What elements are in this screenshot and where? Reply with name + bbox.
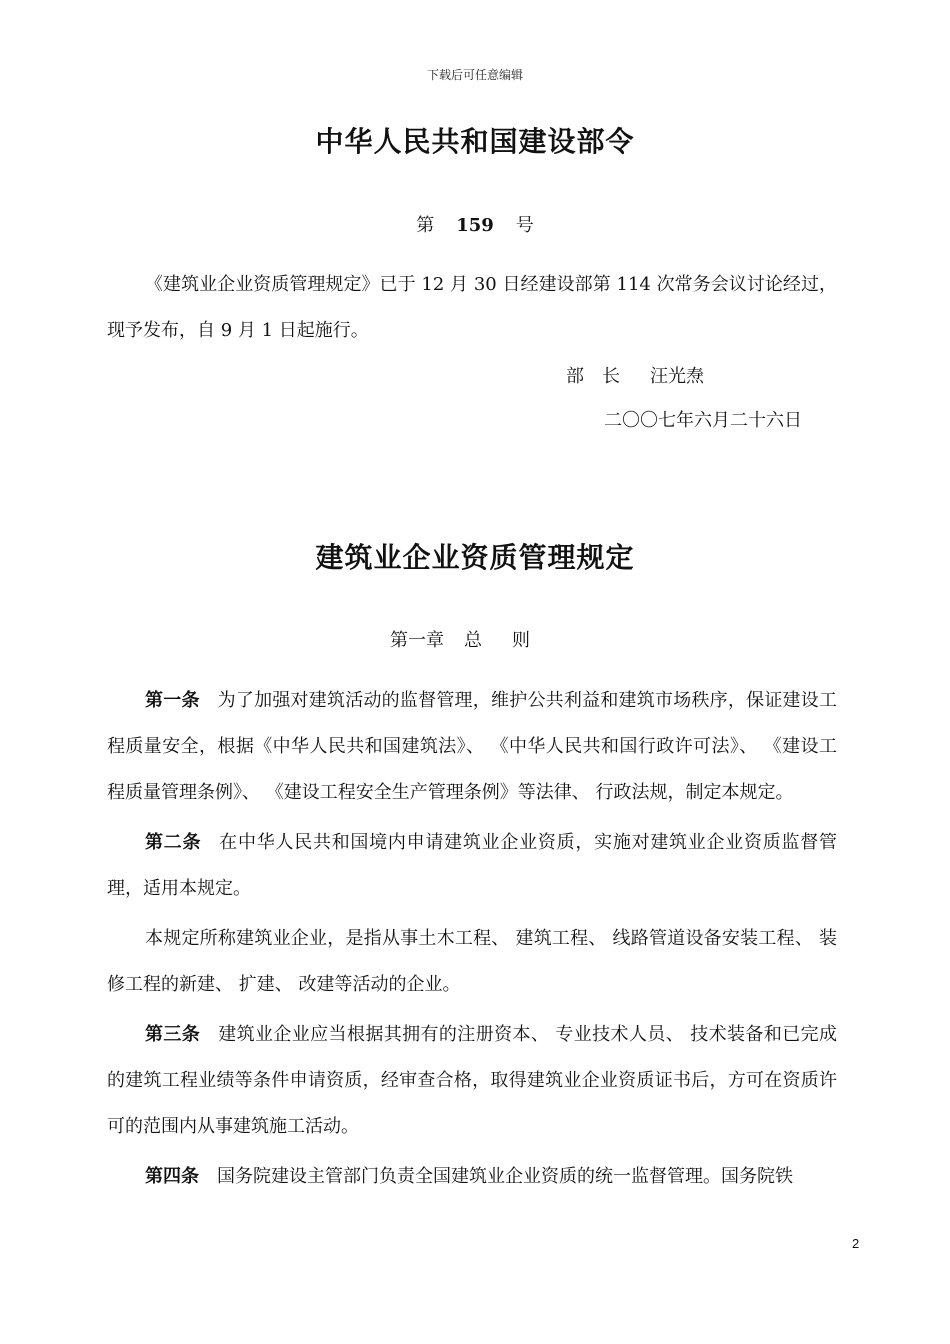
article-paragraph xyxy=(107,820,837,912)
order-date: 二〇〇七年六月二十六日 xyxy=(604,410,802,431)
chapter-label: 第一章 xyxy=(390,630,444,651)
article-paragraph xyxy=(107,916,837,1008)
regulation-title: 建筑业企业资质管理规定 xyxy=(315,541,635,574)
article-paragraph xyxy=(107,1012,837,1150)
page-number: 2 xyxy=(852,1236,860,1251)
minister-signature xyxy=(566,362,704,388)
article-number: 第四条 xyxy=(145,1166,199,1187)
announcement-text: 《建筑业企业资质管理规定》已于 12 月 30 日经建设部第 114 次常务会议讨论经过，现予发布，自 9 月 1 日起施行。 xyxy=(107,274,837,341)
order-title: 中华人民共和国建设部令 xyxy=(315,125,635,158)
article-text: 在中华人民共和国境内申请建筑业企业资质，实施对建筑业企业资质监督管理，适用本规定。 xyxy=(107,832,838,899)
article-text: 为了加强对建筑活动的监督管理，维护公共利益和建筑市场秩序，保证建设工程质量安全，根据《中华人民共和国建筑法》、 《中华人民共和国行政许可法》、 《建设工程质量管理条例》、 《建设工程安全生产管理条例》等法律、 行政法规，制定本规定。 xyxy=(107,690,838,803)
minister-name: 汪光焘 xyxy=(650,366,704,387)
order-number xyxy=(0,211,950,237)
order-number-suffix: 号 xyxy=(515,215,534,236)
article-paragraph xyxy=(107,678,837,816)
announcement xyxy=(107,262,837,354)
article-number: 第三条 xyxy=(145,1024,201,1045)
chapter-heading xyxy=(0,626,950,652)
minister-role: 部长 xyxy=(566,366,638,387)
article-text: 国务院建设主管部门负责全国建筑业企业资质的统一监督管理。国务院铁 xyxy=(217,1166,793,1187)
articles xyxy=(107,678,837,1204)
header-note: 下载后可任意编辑 xyxy=(426,68,523,82)
article-number: 第二条 xyxy=(145,832,202,853)
article-paragraph xyxy=(107,1154,837,1200)
article-text: 本规定所称建筑业企业，是指从事土木工程、 建筑工程、 线路管道设备安装工程、 装修工程的新建、 扩建、 改建等活动的企业。 xyxy=(107,928,837,995)
article-text: 建筑业企业应当根据其拥有的注册资本、 专业技术人员、 技术装备和已完成的建筑工程业绩等条件申请资质，经审查合格，取得建筑业企业资质证书后，方可在资质许可的范围内从事建筑施工活动。 xyxy=(107,1024,837,1137)
article-number: 第一条 xyxy=(145,690,200,711)
order-number-prefix: 第 xyxy=(416,215,435,236)
chapter-name: 总则 xyxy=(464,630,560,651)
order-number-value: 159 xyxy=(456,215,494,236)
